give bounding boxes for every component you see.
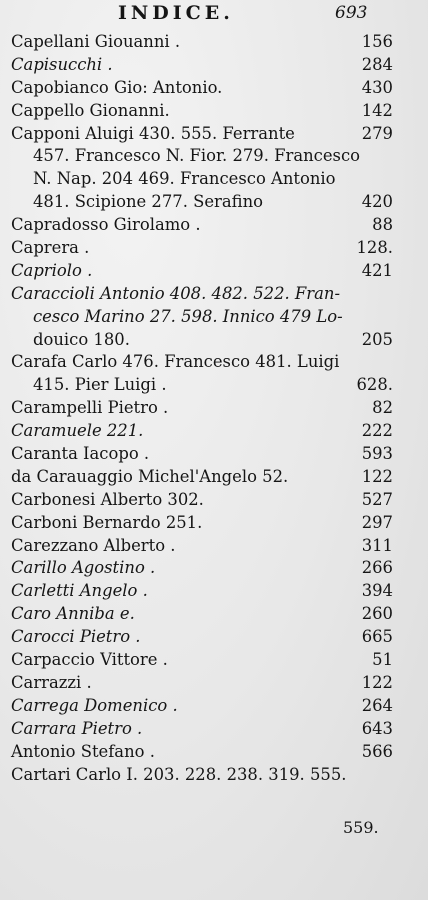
entry-page-ref: 593 bbox=[361, 444, 393, 464]
index-entry bbox=[11, 191, 393, 214]
entry-text: Capobianco Gio: Antonio. bbox=[11, 77, 223, 97]
index-entry bbox=[11, 535, 393, 558]
index-entry bbox=[11, 54, 393, 77]
entry-text: douico 180. bbox=[33, 329, 130, 349]
entry-text: N. Nap. 204 469. Francesco Antonio bbox=[33, 169, 336, 189]
index-title: INDICE. bbox=[118, 2, 234, 24]
index-entry bbox=[11, 672, 393, 695]
entry-text: Carrara Pietro . bbox=[11, 718, 143, 738]
entry-text: Carpaccio Vittore . bbox=[11, 650, 168, 670]
index-entry bbox=[11, 557, 393, 580]
index-entry bbox=[11, 695, 393, 718]
entry-text: Carrega Domenico . bbox=[11, 695, 178, 715]
index-entry bbox=[11, 718, 393, 741]
entry-page-ref: 566 bbox=[361, 741, 393, 761]
entry-text: Caraccioli Antonio 408. 482. 522. Fran- bbox=[11, 283, 340, 303]
entry-text: Cartari Carlo I. 203. 228. 238. 319. 555. bbox=[11, 764, 347, 784]
index-entry bbox=[11, 489, 393, 512]
entry-page-ref: 527 bbox=[361, 489, 393, 509]
entry-page-ref: 260 bbox=[361, 604, 393, 624]
entry-page-ref: 128. bbox=[356, 238, 393, 258]
entry-page-ref: 142 bbox=[361, 100, 393, 120]
index-entry bbox=[11, 580, 393, 603]
entry-text: Carboni Bernardo 251. bbox=[11, 512, 203, 532]
entry-page-ref: 266 bbox=[361, 558, 393, 578]
entry-page-ref: 297 bbox=[361, 512, 393, 532]
index-entry bbox=[11, 306, 393, 329]
entry-text: Caprera . bbox=[11, 238, 90, 258]
entry-text: Capriolo . bbox=[11, 260, 93, 280]
entry-page-ref: 156 bbox=[361, 32, 393, 51]
entry-page-ref: 88 bbox=[372, 215, 393, 235]
index-entry bbox=[11, 512, 393, 535]
index-entry bbox=[11, 214, 393, 237]
index-entry bbox=[11, 123, 393, 146]
entry-page-ref: 222 bbox=[361, 421, 393, 441]
entry-text: Cappello Gionanni. bbox=[11, 100, 170, 120]
entry-page-ref: 122 bbox=[361, 672, 393, 692]
entry-text: Carbonesi Alberto 302. bbox=[11, 489, 204, 509]
entry-page-ref: 264 bbox=[361, 695, 393, 715]
index-entry bbox=[11, 31, 393, 54]
entry-text: Carafa Carlo 476. Francesco 481. Luigi bbox=[11, 352, 340, 372]
index-entry bbox=[11, 626, 393, 649]
entry-text: Capradosso Girolamo . bbox=[11, 215, 201, 235]
entry-text: Antonio Stefano . bbox=[11, 741, 155, 761]
page-number: 693 bbox=[335, 3, 368, 23]
entry-page-ref: 122 bbox=[361, 466, 393, 486]
entry-text: 457. Francesco N. Fior. 279. Francesco bbox=[33, 146, 361, 166]
entry-page-ref: 311 bbox=[361, 535, 393, 555]
entry-page-ref: 643 bbox=[361, 718, 393, 738]
entry-page-ref: 51 bbox=[372, 650, 393, 670]
entry-text: Carillo Agostino . bbox=[11, 558, 156, 578]
entry-text: Carampelli Pietro . bbox=[11, 398, 169, 418]
index-entry bbox=[11, 443, 393, 466]
entry-text: 481. Scipione 277. Serafino bbox=[33, 192, 264, 212]
entry-text: Caro Anniba e. bbox=[11, 604, 135, 624]
entry-text: Carletti Angelo . bbox=[11, 581, 148, 601]
entry-page-ref: 430 bbox=[361, 77, 393, 97]
index-entry bbox=[11, 351, 393, 374]
entry-text: Carrazzi . bbox=[11, 672, 92, 692]
entry-text: Carezzano Alberto . bbox=[11, 535, 176, 555]
index-entry bbox=[11, 237, 393, 260]
index-entry bbox=[11, 764, 393, 787]
index-entry bbox=[11, 466, 393, 489]
entry-text: Carocci Pietro . bbox=[11, 627, 141, 647]
index-entry bbox=[11, 329, 393, 352]
catchword: 559. bbox=[343, 818, 379, 837]
entry-text: Capellani Giouanni . bbox=[11, 32, 181, 51]
entry-text: da Carauaggio Michel'Angelo 52. bbox=[11, 466, 289, 486]
index-entries bbox=[11, 31, 393, 786]
index-entry bbox=[11, 603, 393, 626]
entry-page-ref: 420 bbox=[361, 192, 393, 212]
entry-page-ref: 628. bbox=[356, 375, 393, 395]
index-entry bbox=[11, 420, 393, 443]
index-entry bbox=[11, 649, 393, 672]
index-entry bbox=[11, 168, 393, 191]
index-entry bbox=[11, 283, 393, 306]
entry-page-ref: 284 bbox=[361, 54, 393, 74]
entry-text: Caranta Iacopo . bbox=[11, 444, 150, 464]
entry-text: Capponi Aluigi 430. 555. Ferrante bbox=[11, 123, 295, 143]
entry-page-ref: 665 bbox=[361, 627, 393, 647]
entry-page-ref: 279 bbox=[361, 123, 393, 143]
entry-page-ref: 421 bbox=[361, 260, 393, 280]
index-entry bbox=[11, 397, 393, 420]
index-entry bbox=[11, 741, 393, 764]
index-entry bbox=[11, 260, 393, 283]
index-entry bbox=[11, 100, 393, 123]
entry-page-ref: 82 bbox=[372, 398, 393, 418]
entry-text: cesco Marino 27. 598. Innico 479 Lo- bbox=[33, 306, 343, 326]
index-entry bbox=[11, 374, 393, 397]
entry-page-ref: 205 bbox=[361, 329, 393, 349]
index-entry bbox=[11, 77, 393, 100]
entry-page-ref: 394 bbox=[361, 581, 393, 601]
page-header bbox=[0, 0, 428, 28]
index-entry bbox=[11, 145, 393, 168]
entry-text: 415. Pier Luigi . bbox=[33, 375, 167, 395]
entry-text: Capisucchi . bbox=[11, 54, 113, 74]
entry-text: Caramuele 221. bbox=[11, 421, 144, 441]
